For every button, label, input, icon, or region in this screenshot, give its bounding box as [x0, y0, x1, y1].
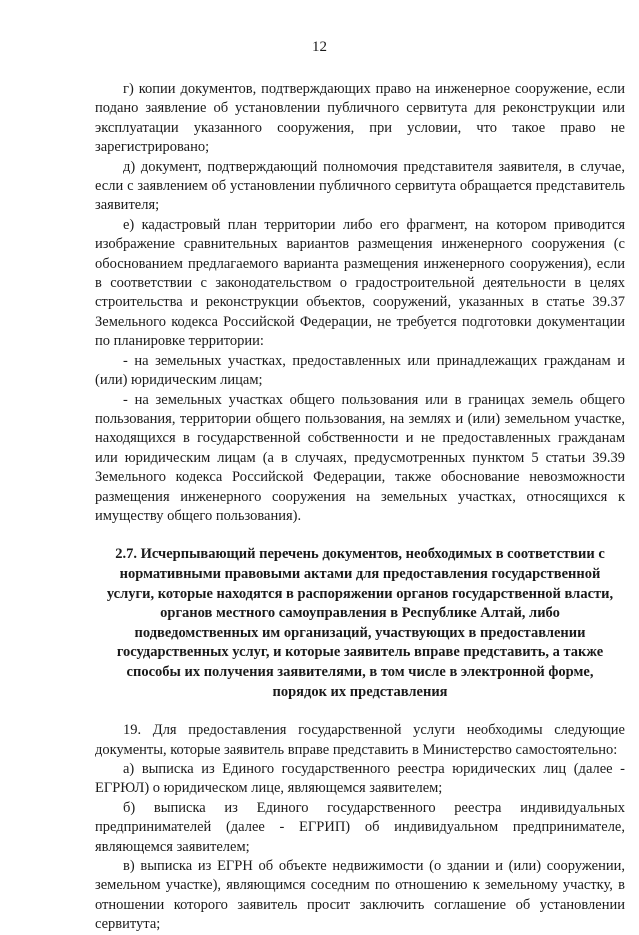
page-number: 12: [312, 39, 327, 55]
paragraph-item-d: д) документ, подтверждающий полномочия представителя заявителя, в случае, если с заявлением об установлении публичного сервитута обращается представитель заявителя;: [95, 158, 625, 214]
paragraph-subitem-2: - на земельных участках общего пользования или в границах земель общего пользования, территории общего пользования, на землях и (или) земельном участке, находящихся в государственной собственности и не предоставленных гражданам или юридическим лицам (а в случаях, предусмотренных пунктом 5 статьи 39.39 Земельного кодекса Российской Федерации, также обоснование невозможности размещения инженерного сооружения на земельных участках, относящихся к имуществу общего пользования).: [95, 391, 625, 524]
paragraph-item-v: в) выписка из ЕГРН об объекте недвижимости (о здании и (или) сооружении, земельном участке), являющимся соседним по отношению к земельному участку, в отношении которого заявитель просит заключить соглашение об установлении сервитута;: [95, 857, 625, 933]
paragraph-subitem-1: - на земельных участках, предоставленных или принадлежащих гражданам и (или) юридическим лицам;: [95, 352, 625, 389]
section-heading: 2.7. Исчерпывающий перечень документов, необходимых в соответствии с нормативными правовыми актами для предоставления государственной услуги, которые находятся в распоряжении органов государственной власти, органов местного самоуправления в Республике Алтай, либо подведомственных им организаций, участвующих в предоставлении государственных услуг, и которые заявитель вправе представить, а также способы их получения заявителями, в том числе в электронной форме, порядок их представления: [106, 546, 614, 700]
paragraph-item-g: г) копии документов, подтверждающих право на инженерное сооружение, если подано заявление об установлении публичного сервитута для реконструкции или эксплуатации указанного сооружения, при условии, что такое право не зарегистрировано;: [95, 81, 625, 156]
document-body: [95, 80, 625, 935]
paragraph-19: 19. Для предоставления государственной услуги необходимы следующие документы, которые заявитель вправе представить в Министерство самостоятельно:: [95, 722, 625, 758]
paragraph-item-a: а) выписка из Единого государственного реестра юридических лиц (далее - ЕГРЮЛ) о юридическом лице, являющемся заявителем;: [95, 760, 625, 797]
paragraph-item-b: б) выписка из Единого государственного реестра индивидуальных предпринимателей (далее - ЕГРИП) об индивидуальном предпринимателе, являющемся заявителем;: [95, 799, 625, 855]
paragraph-item-e: е) кадастровый план территории либо его фрагмент, на котором приводится изображение сравнительных вариантов размещения инженерного сооружения (с обоснованием предлагаемого варианта размещения инженерного сооружения), если в соответствии с законодательством о градостроительной деятельности в целях строительства и реконструкции объектов, сооружений, указанных в статье 39.37 Земельного кодекса Российской Федерации, не требуется подготовки документации по планировке территории:: [95, 216, 625, 350]
